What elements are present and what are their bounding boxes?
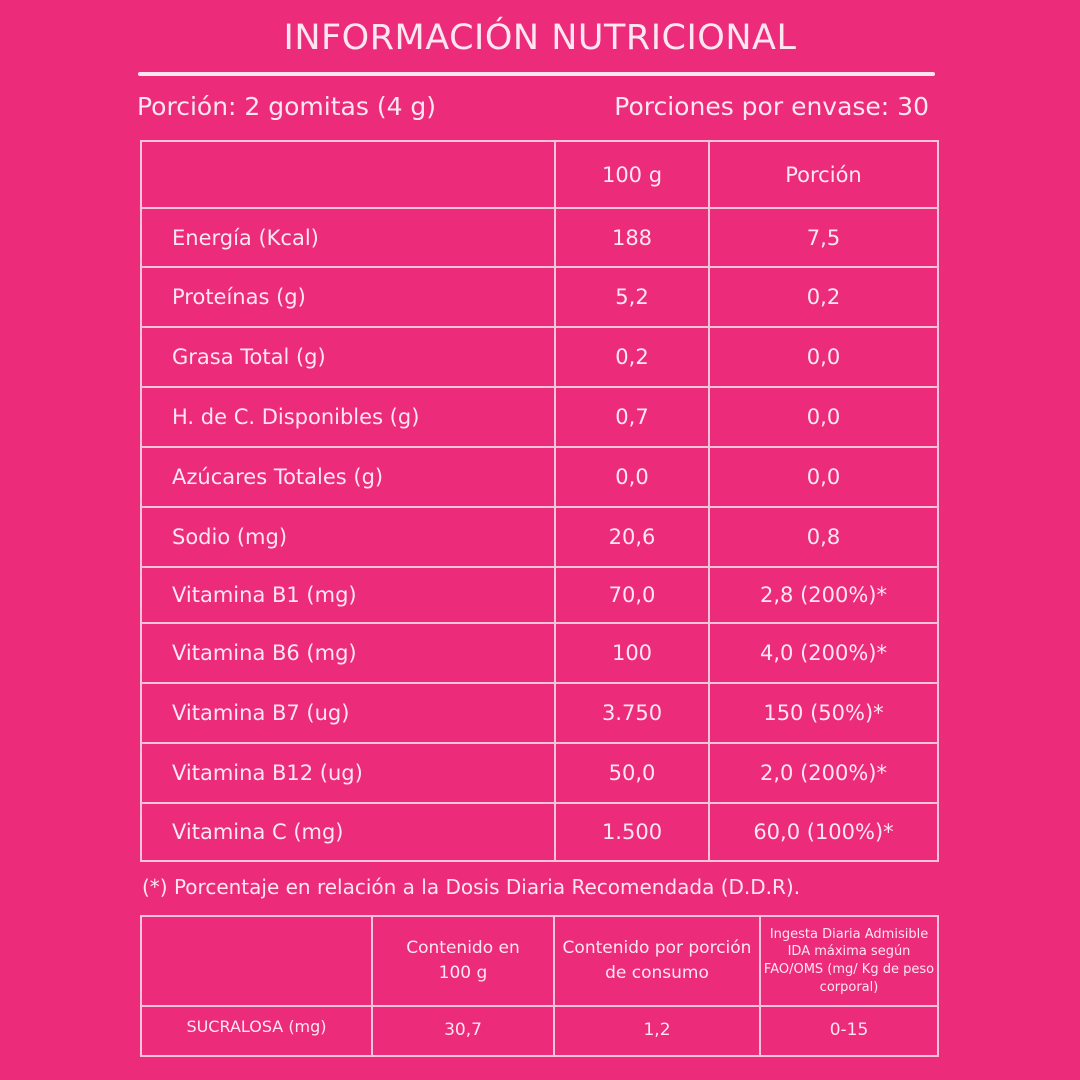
nutrient-name: Sodio (mg): [141, 507, 555, 567]
column-header: 100 g: [555, 141, 709, 208]
nutrient-name: Vitamina B7 (ug): [141, 683, 555, 743]
column-header: [141, 141, 555, 208]
sweetener-name: SUCRALOSA (mg): [141, 1006, 372, 1056]
value-per-100g: 5,2: [555, 267, 709, 327]
nutrient-name: Vitamina B12 (ug): [141, 743, 555, 803]
value-per-100g: 1.500: [555, 803, 709, 861]
nutrient-name: Azúcares Totales (g): [141, 447, 555, 507]
title-divider: [138, 72, 935, 76]
footnote: (*) Porcentaje en relación a la Dosis Diaria Recomendada (D.D.R).: [142, 875, 801, 899]
serving-size: Porción: 2 gomitas (4 g): [137, 92, 437, 121]
page-title: INFORMACIÓN NUTRICIONAL: [283, 18, 797, 58]
nutrient-name: Vitamina B1 (mg): [141, 567, 555, 623]
value-per-serving: 0,8: [709, 507, 938, 567]
value-per-100g: 70,0: [555, 567, 709, 623]
nutrition-row: [141, 683, 938, 743]
sweetener-header-cell: Contenido en 100 g: [372, 916, 554, 1006]
value-per-serving: 0,0: [709, 327, 938, 387]
nutrition-row: [141, 567, 938, 623]
sweetener-cell: 0-15: [760, 1006, 938, 1056]
sweetener-header-cell: Ingesta Diaria Admisible IDA máxima según FAO/OMS (mg/ Kg de peso corporal): [760, 916, 938, 1006]
value-per-100g: 0,7: [555, 387, 709, 447]
nutrition-row: [141, 623, 938, 683]
nutrition-row: [141, 267, 938, 327]
nutrition-row: [141, 507, 938, 567]
value-per-100g: 100: [555, 623, 709, 683]
column-header: Porción: [709, 141, 938, 208]
value-per-serving: 7,5: [709, 208, 938, 267]
value-per-100g: 188: [555, 208, 709, 267]
sweetener-table: [140, 915, 939, 1057]
value-per-serving: 2,0 (200%)*: [709, 743, 938, 803]
nutrient-name: Energía (Kcal): [141, 208, 555, 267]
sweetener-cell: 30,7: [372, 1006, 554, 1056]
sweetener-header-row: [141, 916, 938, 1006]
nutrition-row: [141, 327, 938, 387]
nutrition-header-row: [141, 141, 938, 208]
sweetener-header-cell: [141, 916, 372, 1006]
value-per-serving: 2,8 (200%)*: [709, 567, 938, 623]
value-per-100g: 0,2: [555, 327, 709, 387]
nutrient-name: Vitamina C (mg): [141, 803, 555, 861]
sweetener-row: [141, 1006, 938, 1056]
nutrient-name: Vitamina B6 (mg): [141, 623, 555, 683]
value-per-100g: 3.750: [555, 683, 709, 743]
nutrition-table: [140, 140, 939, 862]
value-per-serving: 60,0 (100%)*: [709, 803, 938, 861]
value-per-serving: 0,0: [709, 447, 938, 507]
nutrition-row: [141, 447, 938, 507]
value-per-serving: 0,0: [709, 387, 938, 447]
nutrient-name: Grasa Total (g): [141, 327, 555, 387]
sweetener-cell: 1,2: [554, 1006, 760, 1056]
value-per-100g: 50,0: [555, 743, 709, 803]
value-per-serving: 0,2: [709, 267, 938, 327]
value-per-100g: 0,0: [555, 447, 709, 507]
nutrient-name: Proteínas (g): [141, 267, 555, 327]
nutrition-row: [141, 387, 938, 447]
nutrient-name: H. de C. Disponibles (g): [141, 387, 555, 447]
nutrition-row: [141, 208, 938, 267]
sweetener-header-cell: Contenido por porción de consumo: [554, 916, 760, 1006]
value-per-serving: 150 (50%)*: [709, 683, 938, 743]
nutrition-row: [141, 803, 938, 861]
servings-per-container: Porciones por envase: 30: [614, 92, 929, 121]
value-per-100g: 20,6: [555, 507, 709, 567]
nutrition-row: [141, 743, 938, 803]
value-per-serving: 4,0 (200%)*: [709, 623, 938, 683]
